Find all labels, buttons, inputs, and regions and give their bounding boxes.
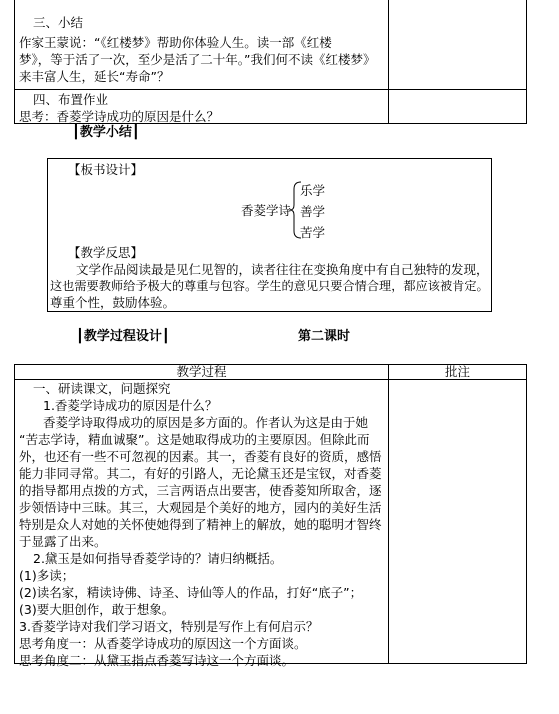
process-line: 能力非同寻常。其二，有好的引路人，无论黛玉还是宝钗，对香菱: [19, 466, 382, 481]
process-line: 3.香菱学诗对我们学习语文，特别是写作上有何启示？: [19, 619, 319, 634]
reflection-line: 这也需要教师给予极大的尊重与包容。学生的意见只要合情合理，都应该被肯定。: [50, 279, 489, 293]
process-line: 思考角度二：从黛玉指点香菱写诗这一个方面谈。: [19, 653, 295, 668]
top-table-row-divider: [15, 89, 526, 90]
summary-heading: 三、小结: [33, 15, 84, 30]
board-center-text: 香菱学诗: [241, 203, 292, 218]
process-line: (2)读名家，精读诗佛、诗圣、诗仙等人的作品，打好“底子”；: [19, 585, 363, 600]
homework-question: 思考：香菱学诗成功的原因是什么？: [19, 109, 220, 124]
process-line: 1.香菱学诗成功的原因是什么？: [43, 398, 218, 413]
reflection-label: 【教学反思】: [68, 245, 144, 260]
process-line: 一、研读课文，问题探究: [33, 381, 171, 396]
process-line: 2.黛玉是如何指导香菱学诗的？请归纳概括。: [33, 551, 283, 566]
summary-cell: [19, 14, 385, 85]
header-process: 教学过程: [176, 364, 227, 379]
homework-heading: 四、布置作业: [33, 92, 109, 107]
process-line: 外，也还有一些不可忽视的因素。其一，香菱有良好的资质，感悟: [19, 449, 382, 464]
reflection-line: 文学作品阅读最是见仁见智的，读者往往在变换角度中有自己独特的发现，: [76, 262, 489, 277]
process-content: [19, 380, 385, 669]
process-line: (1)多读；: [19, 568, 75, 583]
board-design-box: [47, 158, 492, 312]
summary-line: 来丰富人生，延长“寿命”？: [19, 69, 170, 84]
branch-item: 善学: [300, 204, 326, 219]
top-table: [14, 0, 527, 124]
section-title-summary: ┃教学小结┃: [72, 125, 140, 140]
reflection-line: 尊重个性，鼓励体验。: [50, 295, 176, 310]
header-notes: 批注: [444, 364, 470, 379]
process-line: 香菱学诗取得成功的原因是多方面的。作者认为这是由于她: [43, 415, 369, 430]
process-line: 于显露了出来。: [19, 534, 107, 549]
process-line: 特别是众人对她的关怀使她得到了精神上的解放，她的聪明才智终: [19, 517, 382, 532]
top-table-divider: [388, 0, 389, 123]
branch-item: 苦学: [300, 225, 326, 240]
process-line: (3)要大胆创作，敢于想象。: [19, 602, 175, 617]
process-line: “苦志学诗，精血诚聚”。这是她取得成功的主要原因。但除此而: [19, 432, 370, 447]
process-line: 步领悟诗中三昧。其三，大观园是个美好的地方，园内的美好生活: [19, 500, 382, 515]
section-title-process: ┃教学过程设计┃: [76, 329, 170, 344]
summary-line: 作家王蒙说：“《红楼梦》帮助你体验人生。读一部《红楼: [19, 35, 332, 50]
branch-item: 乐学: [300, 183, 326, 198]
process-table: [14, 364, 527, 668]
summary-line: 梦》，等于活了一次，至少是活了二十年。”我们何不读《红楼梦》: [19, 52, 376, 67]
lesson-label: 第二课时: [298, 329, 351, 344]
process-line: 的指导都用点拨的方式，三言两语点出要害，使香菱知所取舍，逐: [19, 483, 382, 498]
homework-cell: [19, 91, 385, 125]
board-label: 【板书设计】: [68, 162, 144, 177]
process-line: 思考角度一：从香菱学诗成功的原因这一个方面谈。: [19, 636, 307, 651]
process-column-divider: [388, 365, 389, 663]
